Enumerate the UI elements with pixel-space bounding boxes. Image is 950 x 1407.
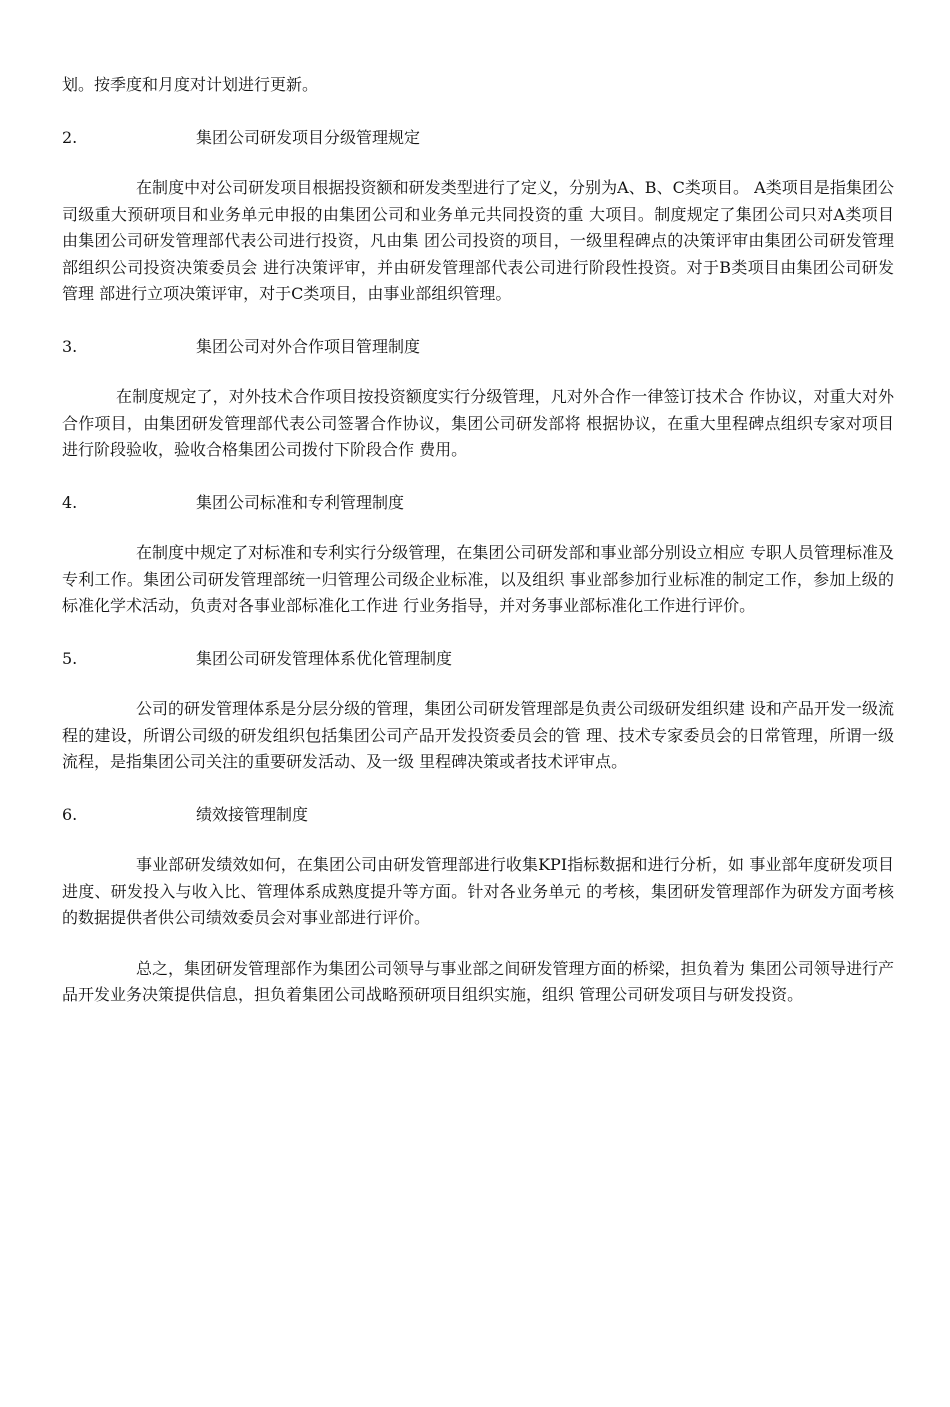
section-number: 3. [62, 336, 78, 356]
section-heading-4 [62, 490, 894, 517]
section-body-5: 公司的研发管理体系是分层分级的管理，集团公司研发管理部是负责公司级研发组织建 设和产品开发一级流程的建设，所谓公司级的研发组织包括集团公司产品开发投资委员会的管 理、技术专家委员会的日常管理，所谓一级流程，是指集团公司关注的重要研发活动、及一级 里程碑决策或者技术评审点。 [62, 699, 894, 771]
section-body-2: 在制度中对公司研发项目根据投资额和研发类型进行了定义，分别为A、B、C类项目。 A类项目是指集团公司级重大预研项目和业务单元申报的由集团公司和业务单元共同投资的重 大项目。制度规定了集团公司只对A类项目由集团公司研发管理部代表公司进行投资，凡由集 团公司投资的项目，一级里程碑点的决策评审由集团公司研发管理部组织公司投资决策委员会 进行决策评审，并由研发管理部代表公司进行阶段性投资。对于B类项目由集团公司研发管理 部进行立项决策评审，对于C类项目，由事业部组织管理。 [62, 178, 894, 303]
section-number: 5. [62, 648, 78, 668]
section-number: 6. [62, 804, 78, 824]
section-heading-6 [62, 802, 894, 829]
section-heading-3 [62, 334, 894, 361]
conclusion-paragraph: 总之，集团研发管理部作为集团公司领导与事业部之间研发管理方面的桥梁，担负着为 集团公司领导进行产品开发业务决策提供信息，担负着集团公司战略预研项目组织实施，组织 管理公司研发项目与研发投资。 [62, 958, 894, 1004]
section-heading-2 [62, 125, 894, 152]
section-number: 4. [62, 492, 78, 512]
intro-line: 划。按季度和月度对计划进行更新。 [62, 75, 319, 94]
section-number: 2. [62, 127, 78, 147]
section-title: 绩效接管理制度 [196, 804, 309, 824]
section-heading-5 [62, 646, 894, 673]
paragraph-gap [62, 932, 894, 956]
document-page [62, 72, 894, 1009]
section-title: 集团公司对外合作项目管理制度 [196, 336, 421, 356]
section-title: 集团公司标准和专利管理制度 [196, 492, 405, 512]
section-body-4: 在制度中规定了对标准和专利实行分级管理，在集团公司研发部和事业部分别设立相应 专职人员管理标准及专利工作。集团公司研发管理部统一归管理公司级企业标准，以及组织 事业部参加行业标准的制定工作，参加上级的标准化学术活动，负责对各事业部标准化工作进 行业务指导，并对务事业部标准化工作进行评价。 [62, 543, 894, 615]
section-body-6: 事业部研发绩效如何，在集团公司由研发管理部进行收集KPI指标数据和进行分析，如 事业部年度研发项目进度、研发投入与收入比、管理体系成熟度提升等方面。针对各业务单元 的考核，集团研发管理部作为研发方面考核的数据提供者供公司绩效委员会对事业部进行评价。 [62, 855, 894, 927]
section-body-3: 在制度规定了，对外技术合作项目按投资额度实行分级管理，凡对外合作一律签订技术合 作协议，对重大对外合作项目，由集团研发管理部代表公司签署合作协议，集团公司研发部将 根据协议，在重大里程碑点组织专家对项目进行阶段验收，验收合格集团公司拨付下阶段合作 费用。 [62, 387, 894, 459]
section-title: 集团公司研发管理体系优化管理制度 [196, 648, 453, 668]
section-title: 集团公司研发项目分级管理规定 [196, 127, 421, 147]
